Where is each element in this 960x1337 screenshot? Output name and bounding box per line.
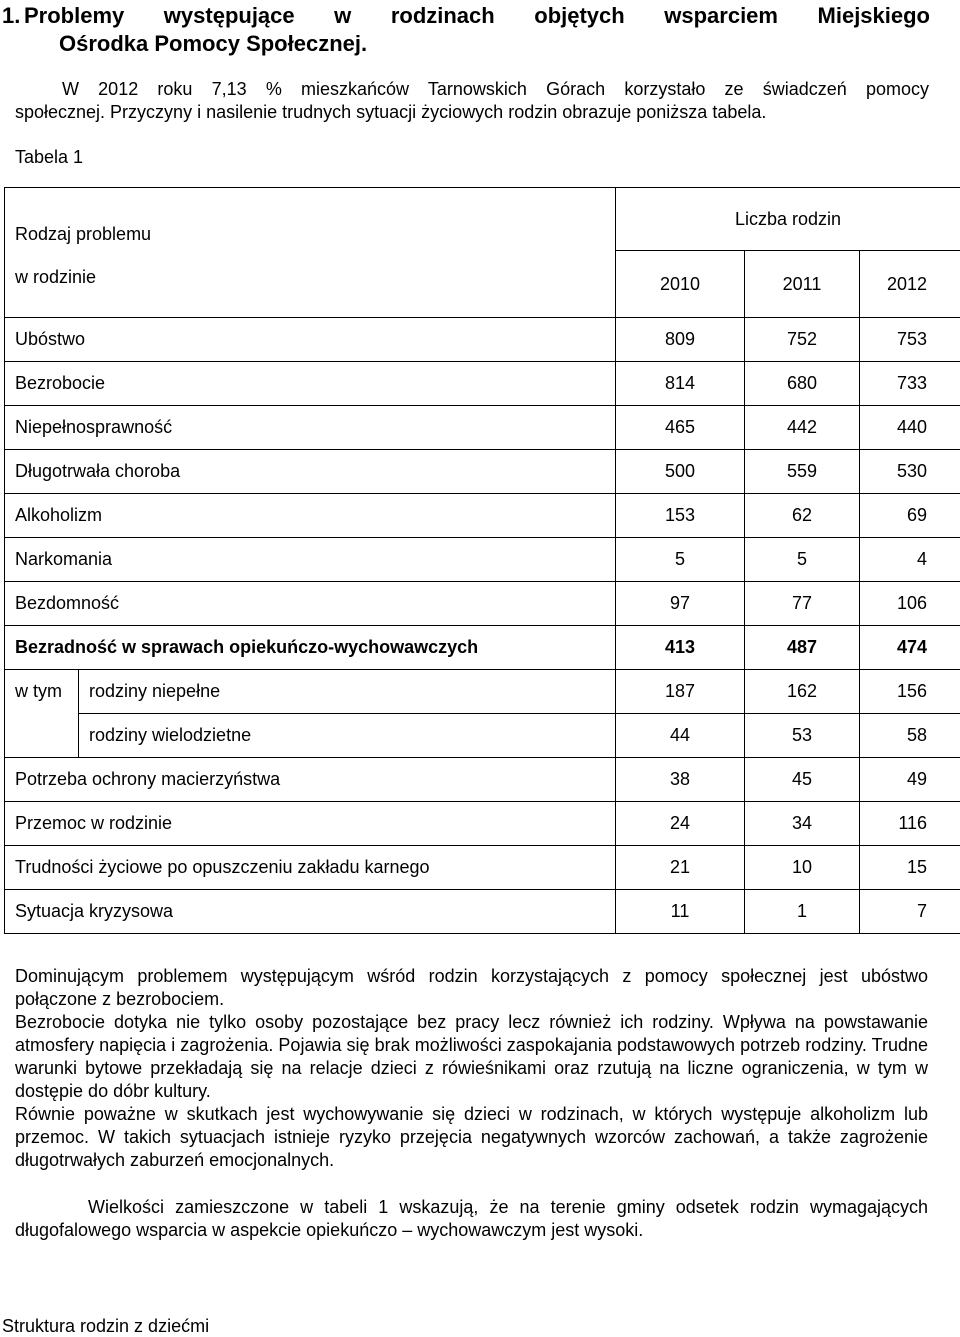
- section-heading-line-2: Ośrodka Pomocy Społecznej.: [24, 30, 930, 58]
- section-number: 1.: [2, 2, 20, 30]
- row-value: 442: [745, 406, 860, 450]
- row-value: 440: [860, 406, 960, 450]
- row-value: 21: [616, 846, 745, 890]
- header-year: 2010: [616, 251, 745, 318]
- table-row: [5, 494, 960, 538]
- table-caption: Tabela 1: [15, 147, 83, 168]
- row-value: 465: [616, 406, 745, 450]
- row-value: 69: [860, 494, 960, 538]
- intro-line-1: W 2012 roku 7,13 % mieszkańców Tarnowskich Górach korzystało ze świadczeń pomocy: [15, 78, 929, 101]
- row-label: Bezrobocie: [5, 362, 616, 406]
- table-row: [5, 318, 960, 362]
- row-value: 162: [745, 670, 860, 714]
- row-value: 11: [616, 890, 745, 934]
- row-value: 38: [616, 758, 745, 802]
- paragraph: Wielkości zamieszczone w tabeli 1 wskazują, że na terenie gminy odsetek rodzin wymagających długofalowego wsparcia w aspekcie opiekuńczo – wychowawczym jest wysoki.: [15, 1196, 928, 1242]
- paragraph: Bezrobocie dotyka nie tylko osoby pozostające bez pracy lecz również ich rodziny. Wpływa na powstawanie atmosfery napięcia i zagrożenia. Pojawia się brak możliwości zaspokajania podstawowych potrzeb rodziny. Trudne warunki bytowe przekładają się na relacje dzieci z rówieśnikami oraz rzutują na liczne ograniczenia, w tym w dostępie do dóbr kultury.: [15, 1011, 928, 1103]
- intro-line-2: społecznej. Przyczyny i nasilenie trudnych sytuacji życiowych rodzin obrazuje poniższa tabela.: [15, 101, 929, 124]
- table-row: [5, 670, 960, 714]
- row-value: 45: [745, 758, 860, 802]
- problems-table: [4, 187, 960, 934]
- section-heading: [24, 2, 930, 58]
- row-value: 809: [616, 318, 745, 362]
- next-section-title: Struktura rodzin z dziećmi: [2, 1316, 209, 1337]
- header-problem-type: [5, 188, 616, 318]
- section-heading-line-1: Problemy występujące w rodzinach objętych wsparciem Miejskiego: [24, 2, 930, 30]
- row-value: 5: [745, 538, 860, 582]
- row-value: 5: [616, 538, 745, 582]
- row-label: Potrzeba ochrony macierzyństwa: [5, 758, 616, 802]
- row-value: 10: [745, 846, 860, 890]
- sub-prefix: w tym: [5, 670, 79, 714]
- row-value: 753: [860, 318, 960, 362]
- row-value: 97: [616, 582, 745, 626]
- row-label: Bezdomność: [5, 582, 616, 626]
- row-label: rodziny niepełne: [79, 670, 616, 714]
- header-year: 2012: [860, 251, 960, 318]
- row-value: 49: [860, 758, 960, 802]
- row-value: 153: [616, 494, 745, 538]
- table-row: [5, 802, 960, 846]
- row-label: Przemoc w rodzinie: [5, 802, 616, 846]
- row-value: 53: [745, 714, 860, 758]
- sub-prefix-spacer: [5, 714, 79, 758]
- row-value: 4: [860, 538, 960, 582]
- paragraph: Dominującym problemem występującym wśród rodzin korzystających z pomocy społecznej jest ubóstwo połączone z bezrobociem.: [15, 965, 928, 1011]
- table-row: [5, 846, 960, 890]
- row-value: 474: [860, 626, 960, 670]
- header-year: 2011: [745, 251, 860, 318]
- row-label: Sytuacja kryzysowa: [5, 890, 616, 934]
- table-row: [5, 362, 960, 406]
- row-value: 106: [860, 582, 960, 626]
- table-row: [5, 890, 960, 934]
- table-header-row: [5, 188, 960, 251]
- row-label: Narkomania: [5, 538, 616, 582]
- table-row: [5, 406, 960, 450]
- row-value: 500: [616, 450, 745, 494]
- row-value: 7: [860, 890, 960, 934]
- row-value: 752: [745, 318, 860, 362]
- row-label: Niepełnosprawność: [5, 406, 616, 450]
- table-row: [5, 714, 960, 758]
- row-label: Długotrwała choroba: [5, 450, 616, 494]
- row-value: 34: [745, 802, 860, 846]
- row-value: 487: [745, 626, 860, 670]
- row-label: Ubóstwo: [5, 318, 616, 362]
- row-label: rodziny wielodzietne: [79, 714, 616, 758]
- row-label: Trudności życiowe po opuszczeniu zakładu karnego: [5, 846, 616, 890]
- body-text: [15, 965, 928, 1242]
- table-row: [5, 450, 960, 494]
- row-label: Alkoholizm: [5, 494, 616, 538]
- paragraph: Równie poważne w skutkach jest wychowywanie się dzieci w rodzinach, w których występuje alkoholizm lub przemoc. W takich sytuacjach istnieje ryzyko przejęcia negatywnych wzorców zachowań, a także zagrożenie długotrwałych zaburzeń emocjonalnych.: [15, 1103, 928, 1172]
- table-row: [5, 582, 960, 626]
- row-value: 530: [860, 450, 960, 494]
- table-row: [5, 626, 960, 670]
- row-value: 814: [616, 362, 745, 406]
- header-problem-type-line-1: Rodzaj problemu: [15, 213, 615, 256]
- row-value: 44: [616, 714, 745, 758]
- row-value: 62: [745, 494, 860, 538]
- row-value: 58: [860, 714, 960, 758]
- header-family-count: Liczba rodzin: [616, 188, 960, 251]
- row-value: 24: [616, 802, 745, 846]
- header-problem-type-line-2: w rodzinie: [15, 256, 615, 299]
- row-value: 77: [745, 582, 860, 626]
- row-label: Bezradność w sprawach opiekuńczo-wychowawczych: [5, 626, 616, 670]
- row-value: 559: [745, 450, 860, 494]
- table-row: [5, 758, 960, 802]
- table-row: [5, 538, 960, 582]
- row-value: 1: [745, 890, 860, 934]
- row-value: 680: [745, 362, 860, 406]
- row-value: 156: [860, 670, 960, 714]
- intro-paragraph: [15, 78, 929, 124]
- row-value: 116: [860, 802, 960, 846]
- row-value: 413: [616, 626, 745, 670]
- row-value: 15: [860, 846, 960, 890]
- row-value: 187: [616, 670, 745, 714]
- row-value: 733: [860, 362, 960, 406]
